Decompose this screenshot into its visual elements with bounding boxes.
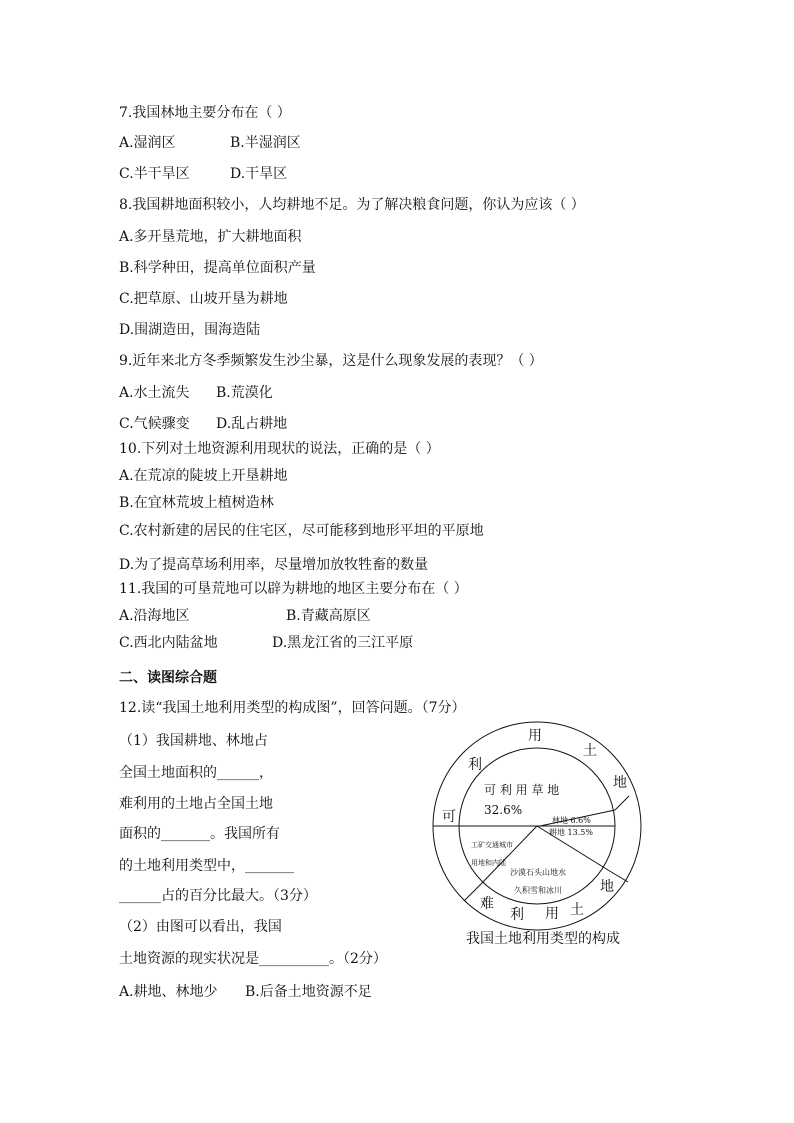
q10-stem: 10.下列对土地资源利用现状的说法，正确的是（ ） [119, 441, 440, 457]
q9-option-d[interactable]: D.乱占耕地 [216, 416, 288, 432]
slice-label-urban: 工矿交通城市 [471, 841, 513, 849]
q11-option-c[interactable]: C.西北内陆盆地 [119, 635, 218, 651]
q8-option-c[interactable]: C.把草原、山坡开垦为耕地 [119, 291, 288, 307]
slice-label-desert: 久积雪和冰川 [514, 886, 562, 895]
q9-option-a[interactable]: A.水土流失 [119, 385, 190, 401]
q12-option-a[interactable]: A.耕地、林地少 [119, 984, 218, 1000]
slice-value-grassland: 32.6% [484, 803, 523, 817]
ring-separator-right-top [615, 796, 629, 810]
q12-part1-line6: ______占的百分比最大。（3分） [119, 888, 317, 904]
q7-option-b[interactable]: B.半湿润区 [230, 135, 301, 151]
ring-top-char: 土 [583, 743, 597, 759]
ring-separator-left-bottom [464, 884, 481, 901]
q8-stem: 8.我国耕地面积较小，人均耕地不足。为了解决粮食问题，你认为应该（ ） [119, 197, 585, 213]
slice-label-forest: 林地 6.6% [552, 816, 591, 825]
q12-stem: 12.读“我国土地利用类型的构成图”，回答问题。（7分） [119, 700, 466, 716]
ring-top-char: 用 [528, 728, 542, 744]
q10-option-d[interactable]: D.为了提高草场利用率，尽量增加放牧牲畜的数量 [119, 557, 429, 573]
q7-option-a[interactable]: A.湿润区 [119, 135, 176, 151]
q8-option-d[interactable]: D.围湖造田，围海造陆 [119, 322, 261, 338]
slice-label-grassland: 可 利 用 草 地 [484, 783, 560, 797]
q10-option-c[interactable]: C.农村新建的居民的住宅区，尽可能移到地形平坦的平原地 [119, 523, 484, 539]
q7-stem: 7.我国林地主要分布在（ ） [119, 105, 291, 121]
slice-label-desert: 沙漠石头山地水 [510, 868, 566, 877]
q10-option-a[interactable]: A.在荒凉的陡坡上开垦耕地 [119, 468, 288, 484]
q12-option-b[interactable]: B.后备土地资源不足 [245, 984, 372, 1000]
ring-bottom-char: 地 [600, 879, 614, 895]
q12-part1-line4: 面积的_______。我国所有 [119, 826, 280, 842]
q11-option-a[interactable]: A.沿海地区 [119, 608, 190, 624]
q12-part1-line1: （1）我国耕地、林地占 [119, 733, 268, 749]
q12-part2-line1: （2）由图可以看出，我国 [119, 919, 282, 935]
ring-top-char: 地 [613, 775, 627, 791]
ring-bottom-char: 难 [480, 896, 494, 912]
q8-option-a[interactable]: A.多开垦荒地，扩大耕地面积 [119, 229, 302, 245]
q11-stem: 11.我国的可垦荒地可以辟为耕地的地区主要分布在（ ） [119, 581, 468, 597]
ring-bottom-char: 土 [570, 902, 584, 918]
q7-option-c[interactable]: C.半干旱区 [119, 166, 190, 182]
ring-top-char: 利 [468, 757, 482, 773]
q12-part2-line2: 土地资源的现实状况是__________。（2分） [119, 951, 387, 967]
ring-top-char: 可 [442, 809, 456, 825]
q12-part1-line5: 的土地利用类型中，_______ [119, 858, 294, 874]
q11-option-d[interactable]: D.黑龙江省的三江平原 [272, 635, 414, 651]
q11-option-b[interactable]: B.青藏高原区 [286, 608, 371, 624]
q9-option-c[interactable]: C.气候骤变 [119, 416, 190, 432]
q12-part1-line2: 全国土地面积的______， [119, 765, 273, 781]
ring-bottom-char: 用 [545, 906, 559, 922]
section-title: 二、读图综合题 [119, 670, 217, 686]
slice-label-urban: 用地和内陆 [471, 859, 506, 867]
q9-option-b[interactable]: B.荒漠化 [216, 385, 273, 401]
q7-option-d[interactable]: D.干旱区 [230, 166, 288, 182]
q8-option-b[interactable]: B.科学种田，提高单位面积产量 [119, 260, 316, 276]
q10-option-b[interactable]: B.在宜林荒坡上植树造林 [119, 495, 274, 511]
q9-stem: 9.近年来北方冬季频繁发生沙尘暴，这是什么现象发展的表现？（ ） [119, 353, 543, 369]
q12-part1-line3: 难利用的土地占全国土地 [119, 796, 273, 812]
ring-bottom-char: 利 [510, 907, 524, 923]
land-use-pie-chart [428, 715, 646, 953]
chart-caption: 我国土地利用类型的构成 [466, 931, 620, 947]
slice-label-farmland: 耕地 13.5% [549, 828, 593, 837]
